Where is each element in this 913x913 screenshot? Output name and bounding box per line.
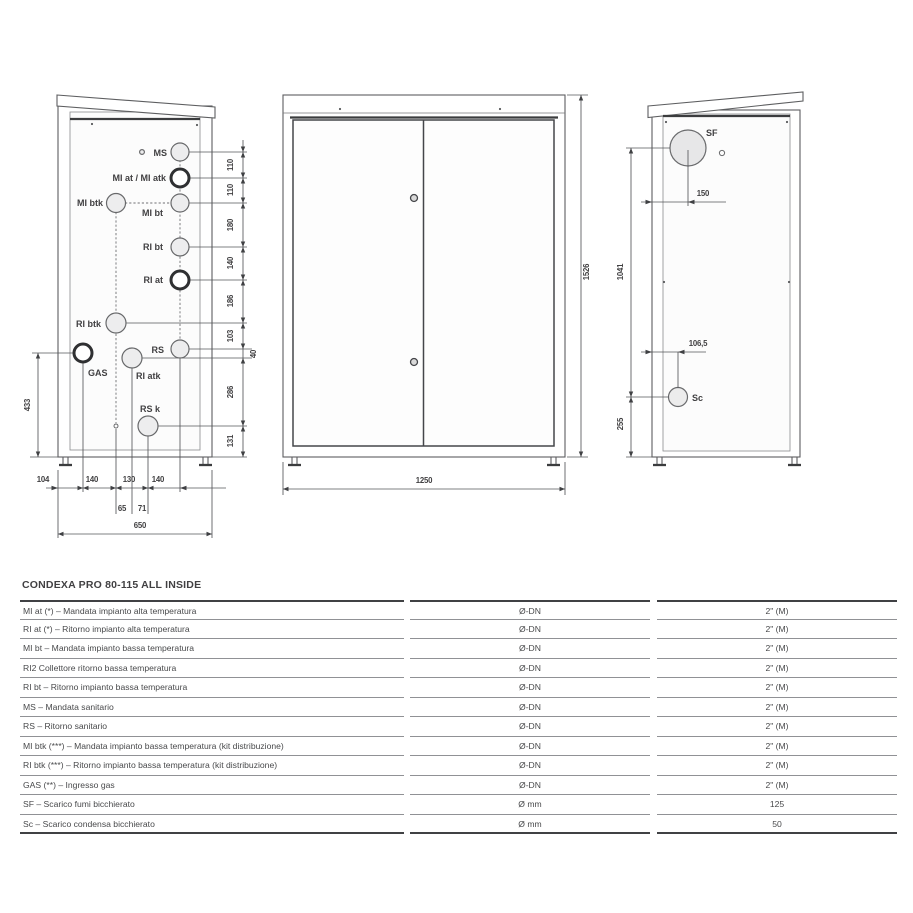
label-sf: SF [706,128,718,138]
table-cell-value: 2" (M) [657,600,897,620]
table-cell-value: 2" (M) [657,620,897,640]
table-cell-value: 2" (M) [657,698,897,718]
table-cell-item: RS – Ritorno sanitario [20,717,404,737]
dim-71: 71 [137,504,147,513]
table-row [20,717,897,737]
table-cell-size: Ø-DN [410,776,650,796]
door-lock-bottom [411,359,418,366]
dim-110a: 110 [226,159,235,171]
table-cell-value: 2" (M) [657,776,897,796]
table-title: CONDEXA PRO 80-115 ALL INSIDE [22,579,202,591]
dim-650: 650 [133,521,147,530]
table-row [20,776,897,796]
dim-1250: 1250 [415,476,433,485]
front-feet [288,457,560,465]
table-cell-value: 125 [657,795,897,815]
label-ms: MS [153,148,167,158]
table-cell-item: GAS (**) – Ingresso gas [20,776,404,796]
label-mi-at: MI at / MI atk [112,173,166,183]
dim-180: 180 [226,218,235,232]
rear-feet [59,457,212,465]
table-cell-value: 50 [657,815,897,835]
dim-65: 65 [117,504,127,513]
table-cell-size: Ø mm [410,815,650,835]
table-cell-item: RI btk (***) – Ritorno impianto bassa temperatura (kit distribuzione) [20,756,404,776]
table-cell-value: 2" (M) [657,678,897,698]
table-cell-item: MI bt – Mandata impianto bassa temperatura [20,639,404,659]
table-row [20,659,897,679]
dim-433: 433 [23,398,32,412]
table-row [20,678,897,698]
dim-103: 103 [226,329,235,343]
table-row [20,639,897,659]
front-view [283,95,565,465]
dim-140c: 140 [151,475,165,484]
dim-104: 104 [36,475,50,484]
dim-140a: 140 [226,256,235,270]
label-ri-atk: RI atk [136,371,161,381]
dim-1041: 1041 [616,263,625,281]
connection-ri-at [171,271,189,289]
connection-mi-at [171,169,189,187]
connection-ri-btk [106,313,126,333]
label-ri-btk: RI btk [75,319,101,329]
table-row [20,756,897,776]
label-sc: Sc [692,393,704,403]
ms-marker-dot [140,150,145,155]
table-cell-value: 2" (M) [657,756,897,776]
label-mi-btk: MI btk [77,198,103,208]
table-cell-item: MI btk (***) – Mandata impianto bassa temperatura (kit distribuzione) [20,737,404,757]
condensate-outlet-sc [669,388,688,407]
table-row [20,620,897,640]
table-row [20,815,897,835]
connection-ms [171,143,189,161]
table-cell-size: Ø-DN [410,620,650,640]
rear-view [32,95,252,514]
dim-150: 150 [696,189,710,198]
table-cell-size: Ø-DN [410,659,650,679]
dim-130: 130 [122,475,136,484]
dim-140b: 140 [85,475,99,484]
dim-131: 131 [226,434,235,448]
dim-286: 286 [226,385,235,399]
label-gas: GAS [88,368,108,378]
label-ri-at: RI at [143,275,163,285]
table-cell-value: 2" (M) [657,659,897,679]
connection-gas [74,344,92,362]
table-row [20,698,897,718]
table-cell-item: RI at (*) – Ritorno impianto alta temperatura [20,620,404,640]
label-rs: RS [151,345,164,355]
table-cell-value: 2" (M) [657,737,897,757]
connection-mi-bt [171,194,189,212]
dim-1526: 1526 [582,263,591,281]
table-cell-item: MI at (*) – Mandata impianto alta temperatura [20,600,404,620]
table-cell-value: 2" (M) [657,717,897,737]
table-cell-item: Sc – Scarico condensa bicchierato [20,815,404,835]
connection-ri-bt [171,238,189,256]
connection-mi-btk [107,194,126,213]
table-cell-size: Ø mm [410,795,650,815]
table-row [20,795,897,815]
table-cell-size: Ø-DN [410,737,650,757]
table-cell-size: Ø-DN [410,600,650,620]
table-cell-size: Ø-DN [410,698,650,718]
connections-table [20,600,897,834]
connection-rs-k [138,416,158,436]
dim-110b: 110 [226,184,235,196]
label-rs-k: RS k [139,404,161,414]
table-row [20,600,897,620]
table-cell-size: Ø-DN [410,639,650,659]
dim-40: 40 [249,349,258,359]
connection-ri-atk [122,348,142,368]
side-view [648,92,803,465]
label-ri-bt: RI bt [143,242,163,252]
dim-255: 255 [616,417,625,431]
dim-186: 186 [226,294,235,308]
table-cell-value: 2" (M) [657,639,897,659]
table-cell-item: SF – Scarico fumi bicchierato [20,795,404,815]
table-cell-item: MS – Mandata sanitario [20,698,404,718]
dim-106-5: 106,5 [688,339,708,348]
table-cell-item: RI bt – Ritorno impianto bassa temperatura [20,678,404,698]
table-cell-size: Ø-DN [410,756,650,776]
table-cell-item: RI2 Collettore ritorno bassa temperatura [20,659,404,679]
table-cell-size: Ø-DN [410,717,650,737]
label-mi-bt: MI bt [142,208,163,218]
table-row [20,737,897,757]
table-cell-size: Ø-DN [410,678,650,698]
side-feet [653,457,801,465]
door-lock-top [411,195,418,202]
connection-rs [171,340,189,358]
